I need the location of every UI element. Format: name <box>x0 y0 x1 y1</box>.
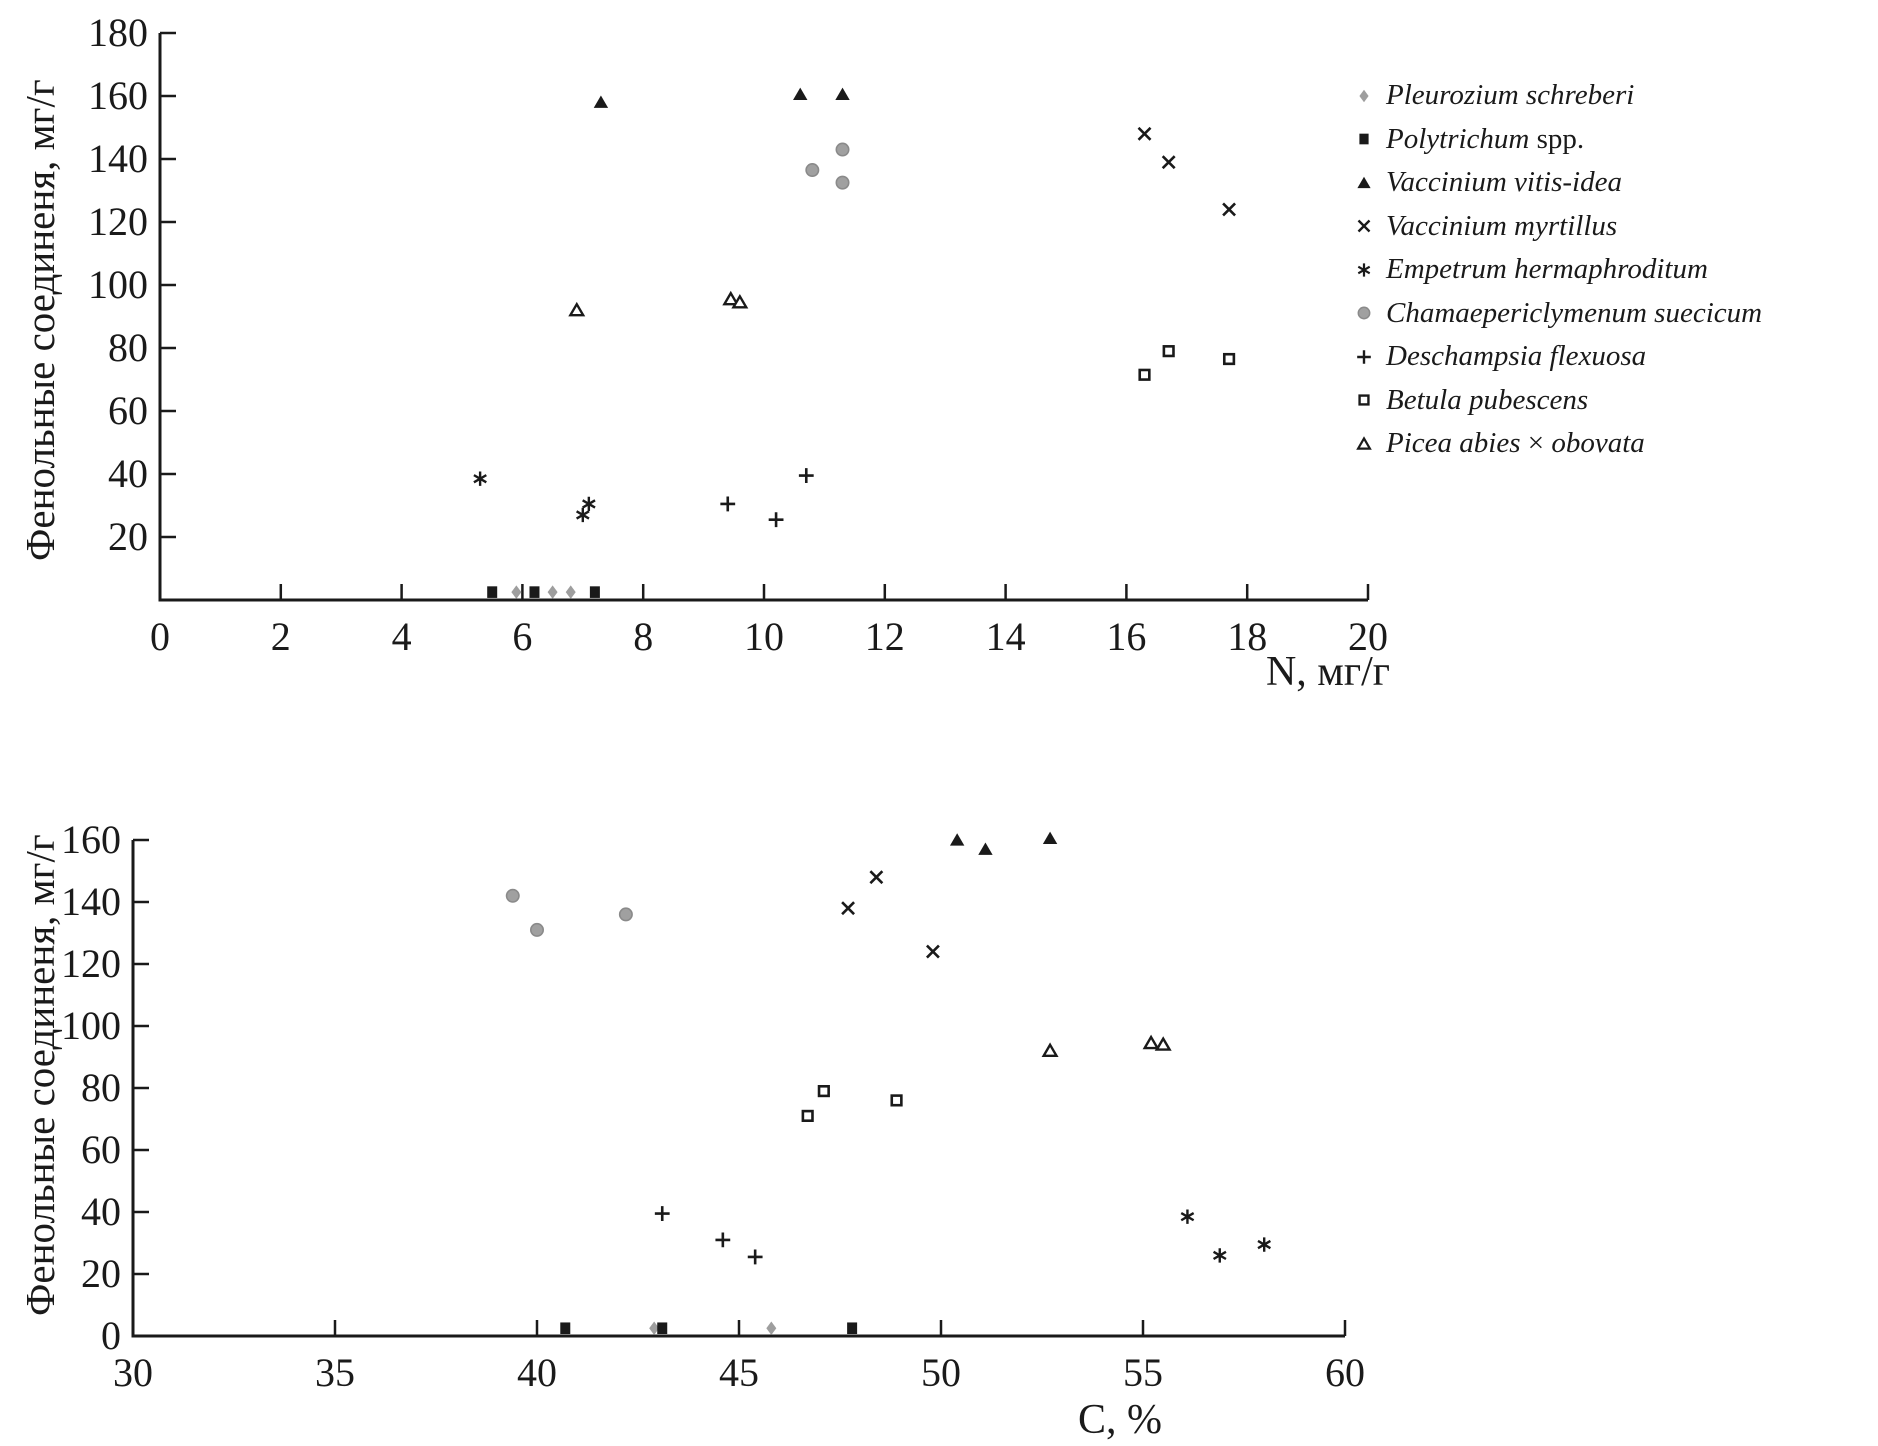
x-tick-label: 55 <box>1123 1350 1163 1395</box>
y-tick-label: 20 <box>108 514 148 559</box>
legend-label: Picea abies × obovata <box>1386 427 1645 460</box>
black-triangle-icon <box>1350 169 1386 197</box>
x-cross-icon <box>1350 212 1386 240</box>
black-square-icon <box>1359 134 1368 145</box>
x-tick-label: 6 <box>512 614 533 659</box>
x-tick-label: 20 <box>1348 614 1388 659</box>
x-tick-label: 40 <box>517 1350 557 1395</box>
legend-label: Pleurozium schreberi <box>1386 79 1635 112</box>
data-point-plus <box>748 1250 763 1265</box>
data-point-x-cross <box>927 946 939 958</box>
data-point-open-square <box>892 1096 902 1106</box>
y-tick-label: 140 <box>88 136 148 181</box>
legend-item <box>1350 205 1762 249</box>
plus-icon <box>1357 350 1371 364</box>
axis-line <box>133 840 1345 1336</box>
data-point-open-triangle <box>1145 1037 1158 1048</box>
x-tick-label: 10 <box>744 614 784 659</box>
data-point-gray-circle <box>507 890 519 902</box>
data-point-gray-circle <box>620 908 632 920</box>
data-point-plus <box>715 1233 730 1248</box>
legend-item <box>1350 74 1762 118</box>
data-point-x-cross <box>870 871 882 883</box>
gray-diamond-icon <box>1359 89 1368 102</box>
legend-item <box>1350 422 1762 466</box>
data-point-black-triangle <box>950 833 964 845</box>
y-tick-label: 20 <box>81 1251 121 1296</box>
legend-item <box>1350 248 1762 292</box>
legend-item <box>1350 292 1762 336</box>
y-tick-label: 100 <box>88 262 148 307</box>
black-square-icon <box>1350 125 1386 153</box>
x-tick-label: 4 <box>391 614 412 659</box>
x-cross-icon <box>1358 221 1369 232</box>
y-tick-label: 120 <box>61 941 121 986</box>
legend-label: Vaccinium myrtillus <box>1386 209 1618 242</box>
legend-item <box>1350 379 1762 423</box>
gray-circle-icon <box>1350 299 1386 327</box>
data-point-black-triangle <box>978 843 992 855</box>
gray-circle-icon <box>1358 308 1369 319</box>
y-tick-label: 40 <box>108 451 148 496</box>
open-triangle-icon <box>1358 438 1370 448</box>
y-tick-label: 60 <box>81 1127 121 1172</box>
legend-label: Empetrum hermaphroditum <box>1386 253 1708 286</box>
legend-item <box>1350 335 1762 379</box>
data-point-open-triangle <box>1044 1045 1057 1056</box>
y-tick-label: 80 <box>81 1065 121 1110</box>
y-tick-label: 0 <box>101 1313 121 1358</box>
open-triangle-icon <box>1350 430 1386 458</box>
y-tick-label: 160 <box>88 73 148 118</box>
open-square-icon <box>1350 386 1386 414</box>
x-tick-label: 16 <box>1106 614 1147 659</box>
y-tick-label: 60 <box>108 388 148 433</box>
black-triangle-icon <box>1357 176 1370 187</box>
legend-item <box>1350 161 1762 205</box>
asterisk-icon <box>1358 263 1369 276</box>
x-tick-label: 35 <box>315 1350 355 1395</box>
data-point-black-square <box>560 1322 570 1334</box>
data-point-open-square <box>819 1086 829 1096</box>
x-tick-label: 45 <box>719 1350 759 1395</box>
y-tick-label: 40 <box>81 1189 121 1234</box>
bottom-chart-x-axis-title: C, % <box>1078 1397 1162 1443</box>
bottom-chart-y-axis-title: Фенольные соединеня, мг/г <box>17 834 63 1316</box>
y-tick-label: 140 <box>61 879 121 924</box>
y-tick-label: 100 <box>61 1003 121 1048</box>
plus-icon <box>1350 343 1386 371</box>
y-tick-label: 180 <box>88 10 148 55</box>
legend-label: Betula pubescens <box>1386 383 1589 416</box>
legend-label: Polytrichum spp. <box>1386 122 1585 155</box>
y-tick-label: 160 <box>61 817 121 862</box>
x-tick-label: 14 <box>985 614 1026 659</box>
data-point-asterisk <box>1181 1209 1193 1223</box>
data-point-black-square <box>657 1322 667 1334</box>
x-tick-label: 60 <box>1325 1350 1365 1395</box>
y-tick-label: 80 <box>108 325 148 370</box>
data-point-asterisk <box>1214 1248 1226 1262</box>
x-tick-label: 30 <box>113 1350 153 1395</box>
data-point-plus <box>655 1206 670 1221</box>
x-tick-label: 0 <box>150 614 170 659</box>
data-point-open-triangle <box>1157 1039 1170 1050</box>
x-tick-label: 50 <box>921 1350 961 1395</box>
data-point-open-square <box>803 1111 813 1121</box>
legend <box>1350 74 1762 466</box>
top-chart-y-axis-title: Фенольные соединеня, мг/г <box>17 79 63 561</box>
data-point-gray-circle <box>531 924 543 936</box>
x-tick-label: 18 <box>1227 614 1268 659</box>
top-chart-x-axis-title: N, мг/г <box>1265 649 1390 695</box>
x-tick-label: 8 <box>633 614 654 659</box>
data-point-black-square <box>847 1322 857 1334</box>
legend-label: Vaccinium vitis-idea <box>1386 166 1622 199</box>
gray-diamond-icon <box>1350 82 1386 110</box>
data-point-gray-diamond <box>766 1321 776 1335</box>
data-point-asterisk <box>1258 1237 1270 1251</box>
x-tick-label: 12 <box>864 614 905 659</box>
legend-label: Chamaepericlymenum suecicum <box>1386 296 1763 329</box>
legend-item <box>1350 118 1762 162</box>
x-tick-label: 2 <box>270 614 291 659</box>
data-point-black-triangle <box>1043 832 1057 844</box>
asterisk-icon <box>1350 256 1386 284</box>
y-tick-label: 120 <box>88 199 148 244</box>
data-point-x-cross <box>842 902 854 914</box>
legend-label: Deschampsia flexuosa <box>1386 340 1647 373</box>
open-square-icon <box>1360 396 1369 405</box>
